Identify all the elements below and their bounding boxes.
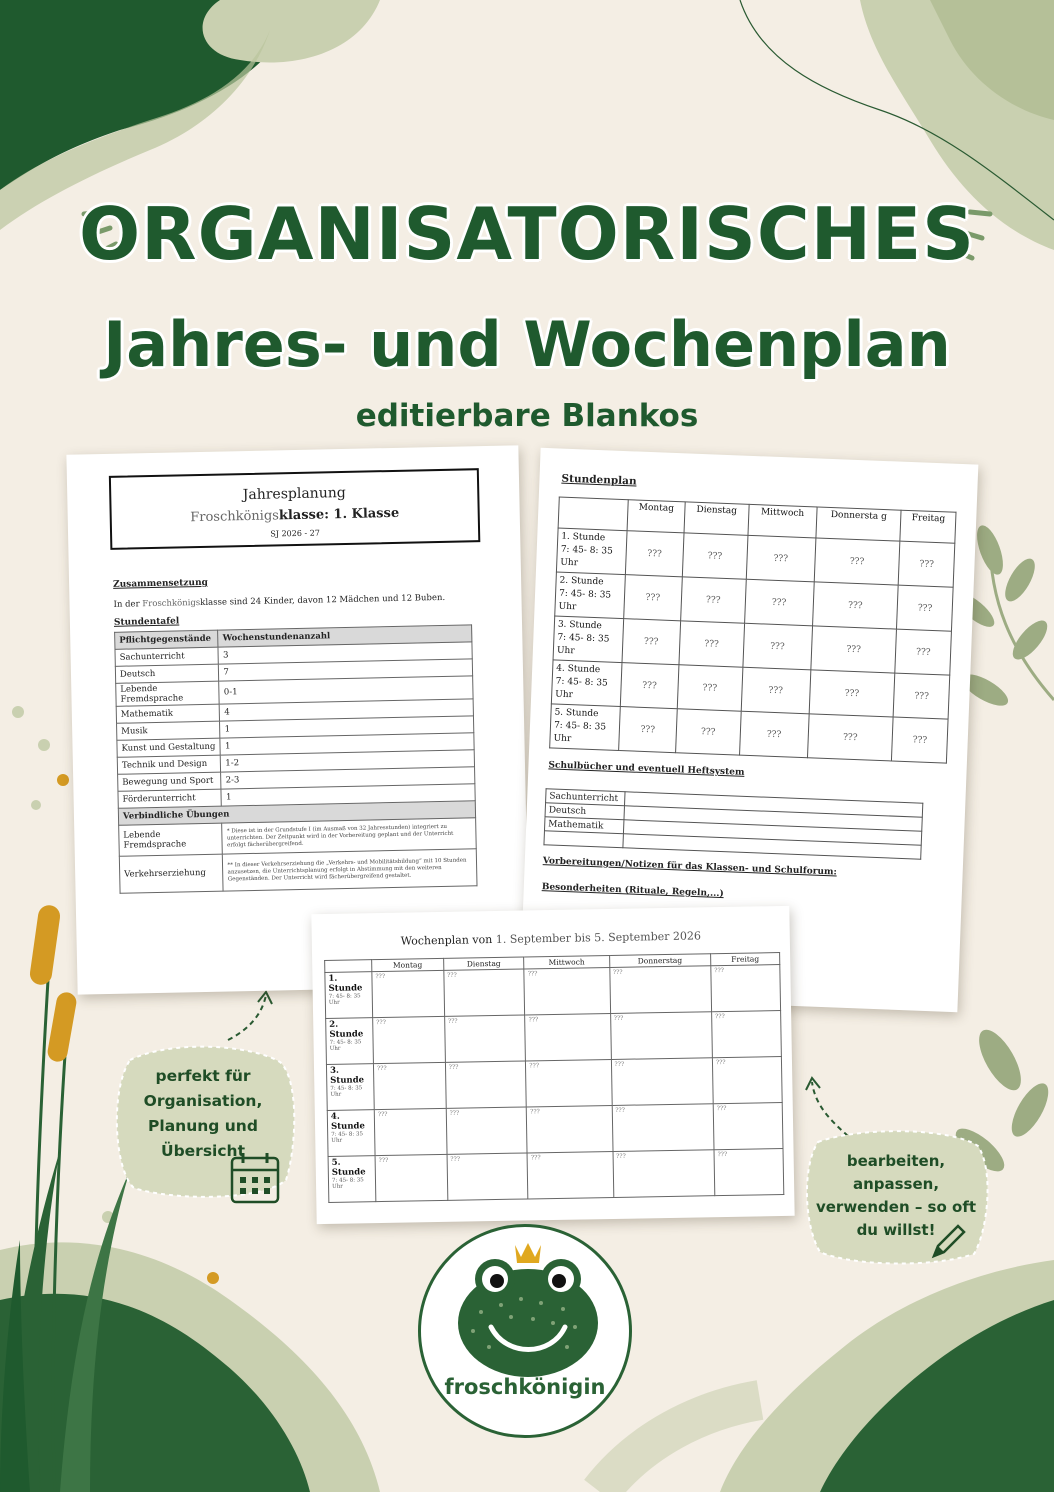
day-header: Montag — [627, 500, 685, 533]
section-stundentafel: Stundentafel — [113, 616, 180, 628]
table-row: 5. Stunde 7: 45- 8: 35 Uhr ??? ??? ??? ??? ??? — [550, 704, 948, 763]
day-header: Dienstag — [443, 957, 524, 970]
books-title: Schulbücher und eventuell Heftsystem — [548, 760, 745, 778]
wochenplan-title: Wochenplan von 1. September bis 5. September 2026 — [400, 929, 702, 948]
section-composition: Zusammensetzung — [113, 577, 208, 590]
pencil-icon — [928, 1222, 968, 1262]
table-row: 3. Stunde 7: 45- 8: 35 Uhr ??? ??? ??? ??? ??? — [553, 616, 951, 675]
day-header: Mittwoch — [748, 504, 817, 538]
jahresplanung-header-box — [109, 468, 480, 550]
froschkoenigin-logo — [418, 1224, 632, 1438]
table-row: 2. Stunde 7: 45- 8: 35 Uhr ??? ??? ??? ??? ??? — [326, 1011, 782, 1065]
table-row: Lebende Fremdsprache * Diese ist in der Grundstufe I (im Ausmaß von 32 Jahresstunden) integriert zu unterrichten. Der Zeitpunkt wird in der Vorbereitung geplant und der Unterricht erfolgt fächerübergreifend. — [119, 818, 477, 856]
stundenplan-title: Stundenplan — [561, 472, 637, 488]
table-row: 1. Stunde 7: 45- 8: 35 Uhr ??? ??? ??? ??? ??? — [556, 528, 954, 587]
day-header: Freitag — [711, 953, 780, 966]
wochenplan-document — [311, 906, 794, 1224]
subtitle: Jahres- und Wochenplan — [103, 308, 951, 381]
school-year: SJ 2026 - 27 — [270, 528, 320, 539]
table-row: Deutsch 7 — [115, 659, 472, 683]
day-header: Freitag — [900, 510, 956, 543]
table-row: Sachunterricht — [546, 789, 923, 817]
day-header: Donnerstag — [609, 954, 711, 968]
table-row: 4. Stunde 7: 45- 8: 35 Uhr ??? ??? ??? ??? ??? — [327, 1103, 783, 1157]
notes-title: Vorbereitungen/Notizen für das Klassen- und Schulforum: — [542, 856, 837, 878]
books-table — [543, 788, 923, 859]
table-row: Bewegung und Sport 2-3 — [118, 767, 475, 791]
table-row: Lebende Fremdsprache 0-1 — [116, 676, 473, 706]
feature-bubble-right: bearbeiten, anpassen, verwenden – so oft du willst! — [802, 1126, 990, 1266]
frog-icon — [421, 1227, 635, 1441]
feature-bubble-left: perfekt für Organisation, Planung und Übersicht — [110, 1040, 296, 1202]
class-name: Froschkönigsklasse: 1. Klasse — [190, 505, 400, 526]
composition-text: In der Froschkönigsklasse sind 24 Kinder, davon 12 Mädchen und 12 Buben. — [113, 592, 446, 610]
calendar-icon — [228, 1150, 282, 1206]
day-header: Mittwoch — [524, 956, 609, 969]
table-header: Pflichtgegenstände — [115, 630, 219, 649]
brand-name: froschkönigin — [444, 1375, 606, 1399]
table-row: 2. Stunde 7: 45- 8: 35 Uhr ??? ??? ??? ??? ??? — [555, 572, 953, 631]
table-row: 3. Stunde 7: 45- 8: 35 Uhr ??? ??? ??? ??? ??? — [326, 1057, 782, 1111]
table-row: 4. Stunde 7: 45- 8: 35 Uhr ??? ??? ??? ??? ??? — [551, 660, 949, 719]
table-row: Technik und Design 1-2 — [117, 750, 474, 774]
table-row: Deutsch — [545, 803, 922, 831]
wochenplan-table — [324, 952, 784, 1203]
table-row: Sachunterricht 3 — [115, 642, 472, 666]
table-row: Verkehrserziehung ** In dieser Verkehrserziehung die „Verkehrs- und Mobilitätsbildung“ mit 10 Stunden anzusetzen, die Unterrichtsplanung erfolgt in Abstimmung mit den weiteren Gegenständen. Der Unterricht wird fächerübergreifend gestaltet. — [119, 849, 477, 893]
table-row: Förderunterricht 1 — [118, 784, 475, 808]
jahresplanung-title: Jahresplanung — [242, 484, 346, 504]
day-header: Donnersta g — [815, 507, 901, 541]
table-header: Wochenstundenanzahl — [218, 625, 472, 647]
special-title: Besonderheiten (Rituale, Regeln,...) — [541, 882, 724, 900]
stundentafel-table — [114, 624, 477, 893]
table-row: Musik 1 — [117, 716, 474, 740]
stundenplan-table — [549, 497, 956, 764]
day-header: Dienstag — [684, 502, 749, 535]
table-row: 1. Stunde 7: 45- 8: 35 Uhr ??? ??? ??? ??? ??? — [325, 965, 781, 1019]
table-row: 5. Stunde 7: 45- 8: 35 Uhr ??? ??? ??? ??? ??? — [328, 1148, 784, 1202]
table-row: Mathematik — [544, 817, 921, 845]
tagline: editierbare Blankos — [355, 398, 699, 434]
table-row: Mathematik 4 — [116, 699, 473, 723]
table-row: Kunst und Gestaltung 1 — [117, 733, 474, 757]
exercises-header: Verbindliche Übungen — [118, 801, 475, 825]
main-title: ORGANISATORISCHES — [78, 192, 976, 276]
day-header: Montag — [372, 958, 444, 971]
